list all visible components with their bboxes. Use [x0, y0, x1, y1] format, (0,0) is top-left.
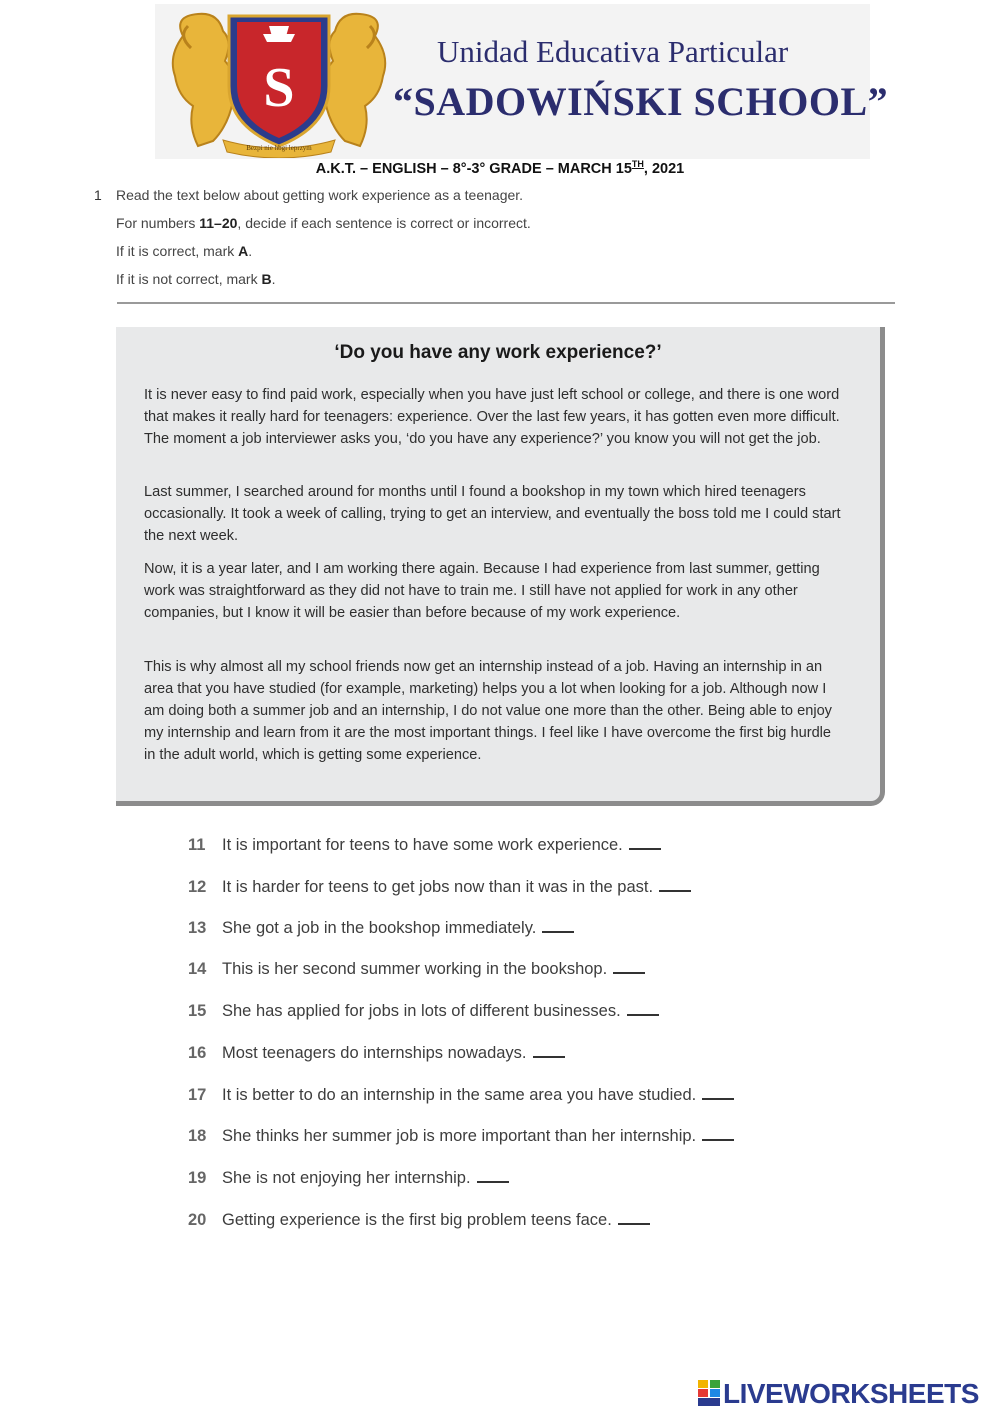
question-number: 16 — [188, 1044, 207, 1062]
liveworksheets-logo-icon — [698, 1380, 720, 1406]
question-number: 19 — [188, 1169, 207, 1187]
answer-blank[interactable] — [533, 1042, 565, 1058]
answer-blank[interactable] — [542, 917, 574, 933]
question-number: 15 — [188, 1002, 207, 1020]
question-number: 17 — [188, 1086, 207, 1104]
school-name-line2: “SADOWIŃSKI SCHOOL” — [393, 79, 889, 124]
instruction-line-1: Read the text below about getting work experience as a teenager. — [116, 187, 524, 203]
question-text: Getting experience is the first big problem teens face. — [222, 1211, 612, 1229]
liveworksheets-text: LIVEWORKSHEETS — [723, 1378, 979, 1409]
instruction-2-bold: 11–20 — [199, 215, 238, 231]
question-13 — [188, 917, 574, 938]
instruction-3-post: . — [248, 243, 253, 259]
question-17 — [188, 1084, 734, 1105]
school-header — [155, 4, 889, 159]
subtitle-sup: TH — [631, 159, 644, 169]
question-text: This is her second summer working in the bookshop. — [222, 960, 608, 978]
question-12 — [188, 876, 691, 897]
answer-blank[interactable] — [613, 958, 645, 974]
article-paragraph-4: This is why almost all my school friends now get an internship instead of a job. Having an internship in an area that you have studied (for example, marketing) helps you a lot when looking for a job. Although now I am doing both a summer job and an internship, I do not value one more than the other. Being able to enjoy my internship and learn from it are the most important things. I feel like I have overcome the first big hurdle in the adult world, which is getting some experience. — [144, 659, 832, 763]
instruction-2-post: , decide if each sentence is correct or incorrect. — [237, 215, 531, 231]
question-text: She thinks her summer job is more important than her internship. — [222, 1127, 697, 1145]
instruction-3-bold: A — [238, 243, 249, 259]
answer-blank[interactable] — [702, 1084, 734, 1100]
question-text: She is not enjoying her internship. — [222, 1169, 471, 1187]
instruction-line-4 — [116, 271, 276, 287]
question-text: It is harder for teens to get jobs now than it was in the past. — [222, 878, 654, 896]
question-number: 11 — [188, 836, 206, 854]
instruction-3-pre: If it is correct, mark — [116, 243, 239, 259]
crest-letter: S — [263, 57, 295, 119]
article-box — [116, 327, 885, 806]
question-18 — [188, 1125, 734, 1146]
instruction-4-bold: B — [261, 271, 272, 287]
answer-blank[interactable] — [618, 1209, 650, 1225]
school-name-line1: Unidad Educativa Particular — [437, 34, 789, 69]
question-number: 18 — [188, 1127, 207, 1145]
question-text: She got a job in the bookshop immediately. — [222, 919, 537, 937]
answer-blank[interactable] — [629, 834, 661, 850]
subtitle-tail: , 2021 — [643, 160, 685, 177]
question-15 — [188, 1000, 659, 1021]
article-title: ‘Do you have any work experience?’ — [334, 342, 662, 363]
question-number: 12 — [188, 878, 207, 896]
exam-subtitle — [0, 159, 1000, 177]
question-11 — [188, 834, 661, 855]
question-number: 13 — [188, 919, 207, 937]
subtitle-main: A.K.T. – ENGLISH – 8°-3° GRADE – MARCH 15 — [315, 160, 632, 177]
instruction-4-post: . — [271, 271, 276, 287]
school-crest-icon — [163, 6, 395, 158]
instruction-2-pre: For numbers — [116, 215, 200, 231]
question-text: It is important for teens to have some work experience. — [222, 836, 623, 854]
exercise-number: 1 — [94, 187, 102, 203]
article-paragraph-3: Now, it is a year later, and I am working there again. Because I had experience from last summer, getting work was straightforward as they did not have to train me. I still have not applied for work in any other companies, but I know it will be easier than before because of my work experience. — [144, 561, 820, 621]
question-text: Most teenagers do internships nowadays. — [222, 1044, 527, 1062]
instruction-4-pre: If it is not correct, mark — [116, 271, 262, 287]
question-text: It is better to do an internship in the same area you have studied. — [222, 1086, 697, 1104]
question-14 — [188, 958, 645, 979]
question-text: She has applied for jobs in lots of different businesses. — [222, 1002, 621, 1020]
question-19 — [188, 1167, 509, 1188]
article-paragraph-1: It is never easy to find paid work, especially when you have just left school or college, and there is one word that makes it really hard for teenagers: experience. Over the last few years, it has gotten even more difficult. The moment a job interviewer asks you, ‘do you have any experience?’ you know you will not get the job. — [144, 387, 840, 447]
article-paragraph-2: Last summer, I searched around for months until I found a bookshop in my town which hired teenagers occasionally. It took a week of calling, trying to get an interview, and eventually the boss told me I could start the next week. — [144, 484, 841, 544]
answer-blank[interactable] — [477, 1167, 509, 1183]
crest-motto: Bezpi nie hbgi leprzym — [246, 144, 312, 152]
question-20 — [188, 1209, 650, 1230]
answer-blank[interactable] — [702, 1125, 734, 1141]
instruction-line-2 — [116, 215, 531, 231]
question-16 — [188, 1042, 565, 1063]
divider — [117, 302, 895, 304]
answer-blank[interactable] — [659, 876, 691, 892]
answer-blank[interactable] — [627, 1000, 659, 1016]
question-number: 20 — [188, 1211, 207, 1229]
instruction-line-3 — [116, 243, 252, 259]
question-number: 14 — [188, 960, 207, 978]
